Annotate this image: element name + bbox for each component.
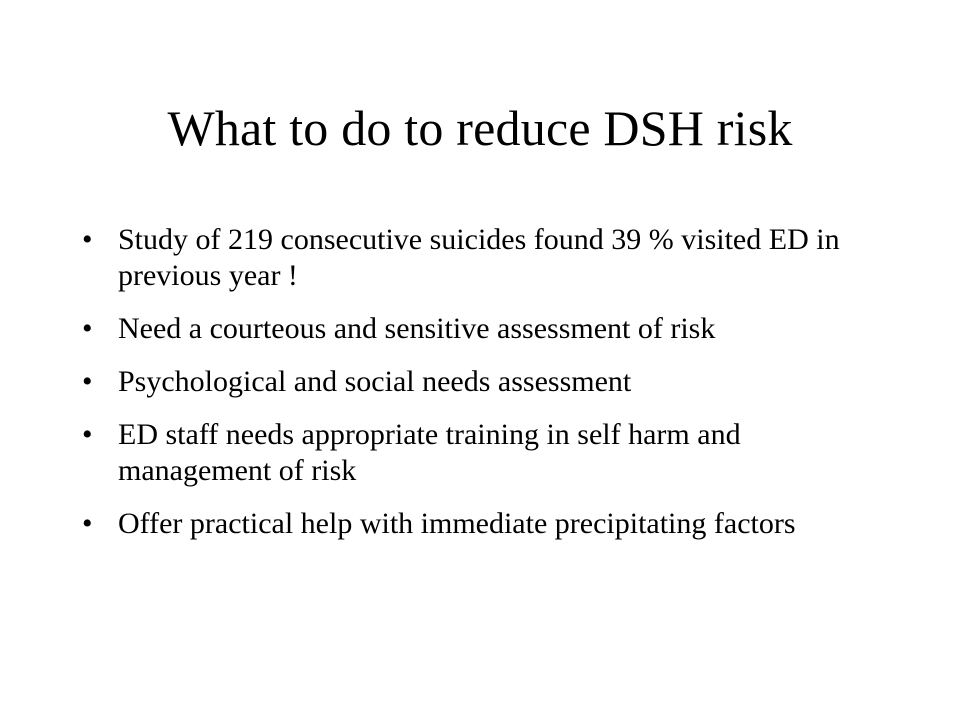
bullet-marker: • bbox=[82, 223, 93, 256]
bullet-list bbox=[82, 222, 882, 559]
bullet-marker: • bbox=[82, 312, 93, 345]
bullet-item bbox=[82, 417, 882, 489]
bullet-text: Study of 219 consecutive suicides found 39 % visited ED in previous year ! bbox=[118, 223, 840, 292]
bullet-marker: • bbox=[82, 365, 93, 398]
bullet-text: Offer practical help with immediate precipitating factors bbox=[118, 507, 796, 540]
bullet-item bbox=[82, 311, 882, 347]
bullet-marker: • bbox=[82, 418, 93, 451]
bullet-marker: • bbox=[82, 507, 93, 540]
bullet-item bbox=[82, 364, 882, 400]
bullet-item bbox=[82, 222, 882, 294]
bullet-text: Need a courteous and sensitive assessment of risk bbox=[118, 312, 716, 345]
bullet-item bbox=[82, 506, 882, 542]
bullet-text: Psychological and social needs assessment bbox=[118, 365, 632, 398]
slide-title: What to do to reduce DSH risk bbox=[167, 100, 793, 156]
bullet-text: ED staff needs appropriate training in self harm and management of risk bbox=[118, 418, 741, 487]
